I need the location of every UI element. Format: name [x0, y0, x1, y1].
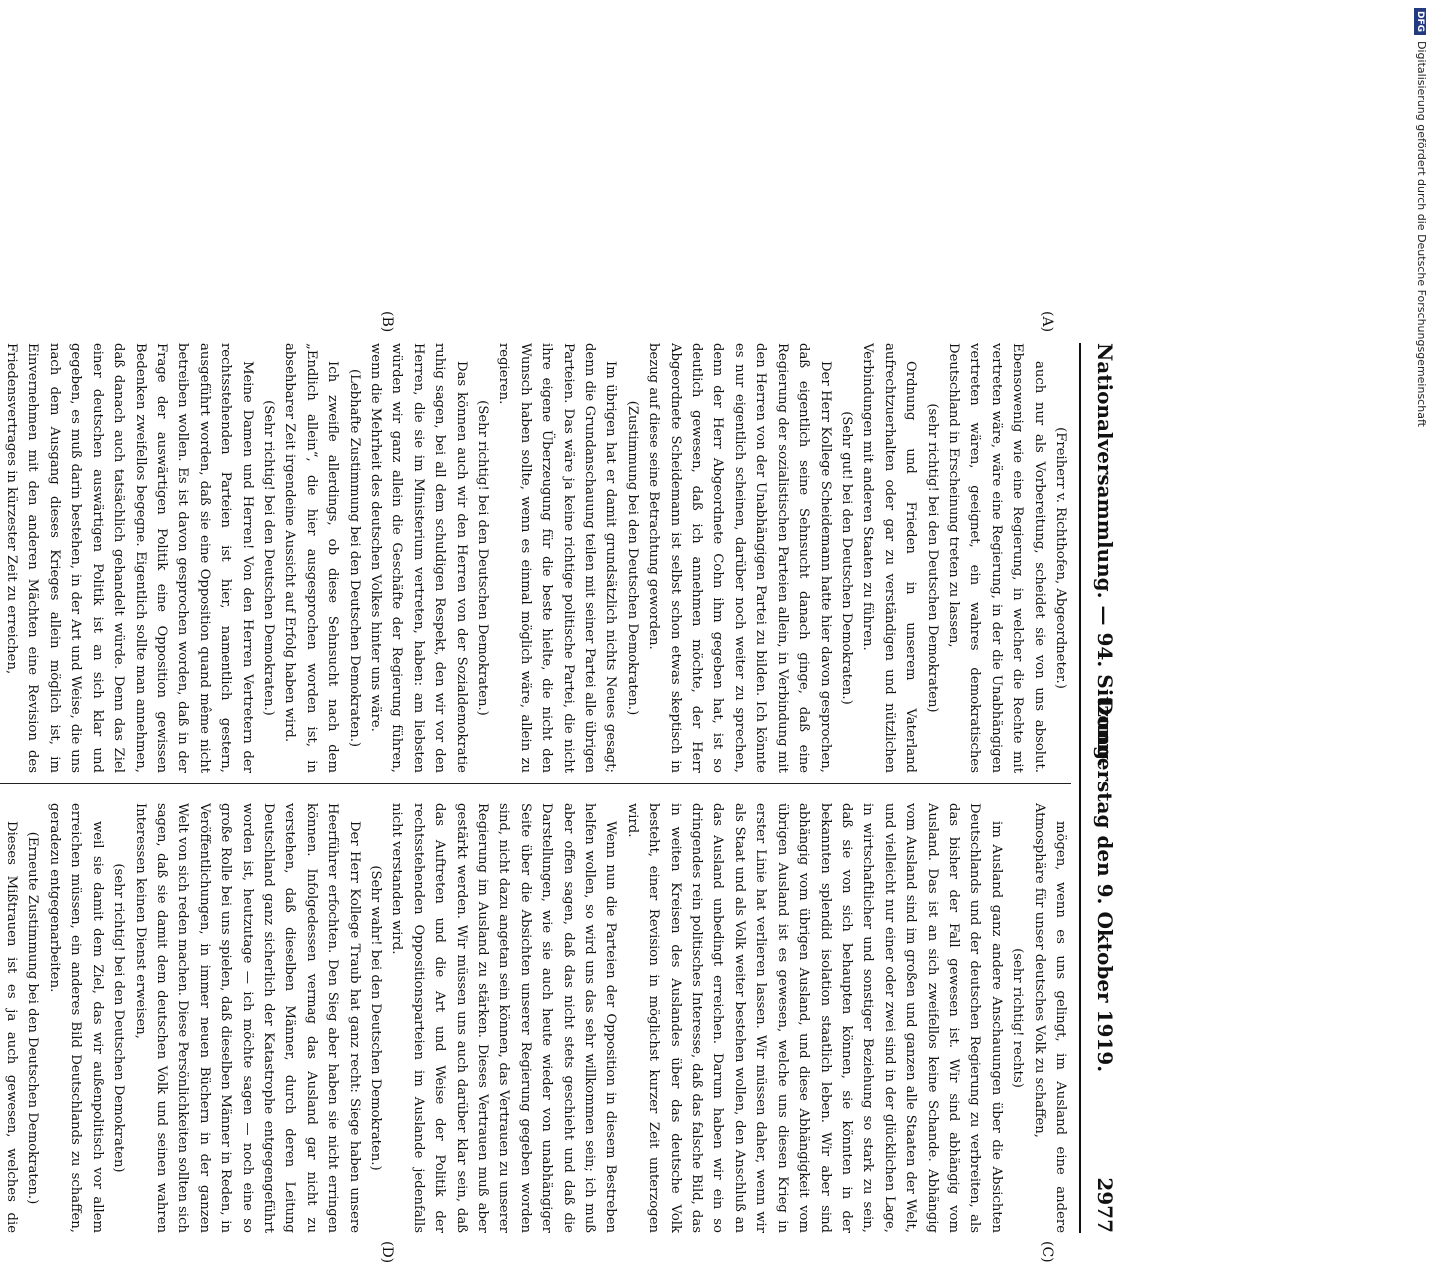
paragraph: (sehr richtig! bei den Deutschen Demokraten)	[924, 403, 940, 713]
header-date: Donnerstag den 9. Oktober 1919.	[1093, 698, 1117, 1073]
paragraph: Wenn nun die Parteien der Opposition in diesem Bestreben helfen wollen, so wird uns das sehr willkommen sein; ich muß aber offen sagen, daß das nicht stets geschieht und daß die Darstellungen, wie sie auch heute wieder von unabhängiger Seite über die Absichten unserer Regierung gegeben worden sind, nicht dazu angetan sein können, das Vertrauen zu unserer Regierung im Ausland zu stärken. Dieses Vertrauen muß aber gestärkt werden. Wir müssen uns auch darüber klar sein, daß das Auftreten und die Art und Weise der Politik der rechtsstehenden Oppositionsparteien im Auslande jedenfalls nicht verstanden wird.	[389, 803, 619, 1233]
paragraph: (sehr richtig! bei den Deutschen Demokraten)	[111, 863, 127, 1173]
paragraph: Der Herr Kollege Traub hat ganz recht: Siege haben unsere Heerführer erfochten. Den Sieg aber haben sie nicht erringen können. Infolgedessen vermag das Ausland gar nicht zu verstehen, daß dieselben Männer, durch deren Leitung Deutschland ganz sicherlich der Katastrophe entgegengeführt worden ist, heutzutage — ich möchte sagen — noch eine so große Rolle bei uns spielen, daß dieselben Männer in Reden, in Veröffentlichungen, in immer neuen Büchern in der ganzen Welt von sich reden machen. Diese Persönlichkeiten sollten sich sagen, daß sie damit dem deutschen Volk und seinen wahren Interessen keinen Dienst erweisen,	[132, 803, 362, 1233]
paragraph: (Lebhafte Zustimmung bei den Deutschen Demokraten.)	[346, 368, 362, 748]
sidebar-credit	[1408, 8, 1428, 992]
rotated-page	[0, 283, 1151, 1283]
paragraph: (Freiherr v. Richthofen, Abgeordneter.)	[1053, 427, 1068, 689]
dfg-logo: DFG	[1414, 8, 1426, 35]
paragraph: (sehr richtig! rechts)	[1010, 948, 1026, 1088]
sidebar-text-wrap	[1408, 8, 1428, 992]
section-marker-d: (D)	[379, 1241, 395, 1264]
paragraph: Ordnung und Frieden in unserem Vaterland aufrechtzuerhalten oder gar zu verständigen und nützlichen Verbindungen mit anderen Staaten zu führen.	[860, 343, 919, 773]
paragraph: Das können auch wir den Herren von der Sozialdemokratie ruhig sagen, bei all dem schuldigen Respekt, den wir vor den Herren, die sie im Ministerium vertreten, haben: am liebsten würden wir ganz allein die Geschäfte der Regierung führen, wenn die Mehrheit des deutschen Volkes hinter uns wäre.	[368, 343, 469, 773]
header-left: Nationalversammlung. — 94. Sitzung.	[1093, 343, 1117, 767]
paragraph: Der Herr Kollege Scheidemann hatte hier davon gesprochen, daß eigentlich seine Sehnsucht danach ginge, daß eine Regierung der sozialistischen Parteien allein, in Verbindung mit den Herren von der Unabhängigen Partei zu bilden. Ich könnte es nur eigentlich scheinen, darüber noch weiter zu sprechen, denn der Herr Abgeordnete Cohn ihm gegeben hat, ist so deutlich gewesen, daß ich annehmen möchte, der Herr Abgeordnete Scheidemann ist selbst schon etwas skeptisch in bezug auf diese seine Betrachtung geworden.	[646, 343, 833, 773]
page-header	[1079, 343, 1121, 1233]
paragraph: Ich zweifle allerdings, ob diese Sehnsucht nach dem „Endlich allein“, die hier ausgesprochen worden ist, in absehbarer Zeit irgendeine Aussicht auf Erfolg haben wird.	[282, 343, 341, 773]
digitization-credit: Digitalisierung gefördert durch die Deutsche Forschungsgemeinschaft	[1415, 41, 1428, 427]
right-column	[0, 803, 1071, 1233]
paragraph: (Sehr richtig! bei den Deutschen Demokraten.)	[260, 400, 276, 716]
paragraph: (Sehr wahr! bei den Deutschen Demokraten.)	[368, 865, 383, 1171]
left-column	[0, 343, 1071, 773]
paragraph: weil sie damit dem Ziel, das wir außenpolitisch vor allem erreichen müssen, ein anderes Bild Deutschlands zu schaffen, geradezu entgegenarbeiten.	[46, 803, 105, 1233]
column-divider	[0, 783, 1071, 784]
paragraph: (Sehr richtig! bei den Deutschen Demokraten.)	[475, 400, 491, 716]
document-page	[0, 283, 1151, 1283]
paragraph: (Zustimmung bei den Deutschen Demokraten.)	[624, 400, 640, 716]
paragraph	[0, 343, 1, 773]
section-marker-b: (B)	[379, 311, 395, 333]
section-marker-a: (A)	[1039, 311, 1055, 333]
paragraph: auch nur als Vorbereitung, scheidet sie von uns absolut. Ebensowenig wie eine Regierung, in welcher die Rechte mit vertreten wäre, wäre eine Regierung, in der die Unabhängigen vertreten wären, geeignet, ein wahres demokratisches Deutschland in Erscheinung treten zu lassen,	[945, 343, 1047, 773]
page-number: 2977	[1093, 1177, 1117, 1233]
section-marker-c: (C)	[1039, 1241, 1055, 1263]
paragraph: Im übrigen hat er damit grundsätzlich nichts Neues gesagt; denn die Grundanschauung teilen mit seiner Partei alle übrigen Parteien. Das wäre ja keine richtige politische Partei, die nicht ihre eigene Überzeugung für die beste hielte, die nicht den Wunsch haben sollte, wenn es einmal möglich wäre, allein zu regieren.	[496, 343, 619, 773]
paragraph: im Ausland ganz andere Anschauungen über die Absichten Deutschlands und der deutschen Regierung zu verbreiten, als das bisher der Fall gewesen ist. Wir sind abhängig vom Ausland. Das ist an sich zweifellos keine Schande. Abhängig vom Ausland sind im großen und ganzen alle Staaten der Welt, und vielleicht nur einer oder zwei sind in der glücklichen Lage, in wirtschaftlicher und sonstiger Beziehung so stark zu sein, daß sie von sich behaupten können, sie könnten in der bekannten splendid isolation staatlich leben. Wir aber sind abhängig vom übrigen Ausland, und diese Abhängigkeit vom übrigen Ausland ist es gewesen, welche uns diesen Krieg in erster Linie hat verlieren lassen. Wir müssen daher, wenn wir als Staat und als Volk weiter bestehen wollen, den Anschluß an das Ausland unbedingt erreichen. Darum haben wir ein so dringendes rein politisches Interesse, daß das falsche Bild, das in weiten Kreisen des Auslandes über das deutsche Volk besteht, einer Revision in möglichst kurzer Zeit unterzogen wird.	[624, 803, 1004, 1233]
paragraph: Meine Damen und Herren! Von den Herren Vertretern der rechtsstehenden Parteien ist hier, namentlich gestern, ausgeführt worden, daß sie eine Opposition quand même nicht betreiben wollen. Es ist davon gesprochen worden, daß in der Frage der auswärtigen Politik eine Opposition gewissen Bedenken zweifellos begegne. Eigentlich sollte man annehmen, daß danach auch tatsächlich gehandelt würde. Denn das Ziel einer deutschen auswärtigen Politik ist an sich klar und gegeben, es muß darin bestehen, in der Art und Weise, die uns nach dem Ausgang dieses Krieges allein möglich ist, im Einvernehmen mit den anderen Mächten eine Revision des Friedensvertrages in kürzester Zeit zu erreichen,	[4, 343, 255, 773]
paragraph: (Sehr gut! bei den Deutschen Demokraten.)	[838, 411, 854, 705]
paragraph: mögen, wenn es uns gelingt, im Ausland eine andere Atmosphäre für unser deutsches Volk zu schaffen,	[1031, 803, 1068, 1233]
paragraph: (Erneute Zustimmung bei den Deutschen Demokraten.)	[25, 831, 41, 1205]
paragraph: Dieses Mißtrauen ist es ja auch gewesen, welches die	[4, 821, 20, 1233]
